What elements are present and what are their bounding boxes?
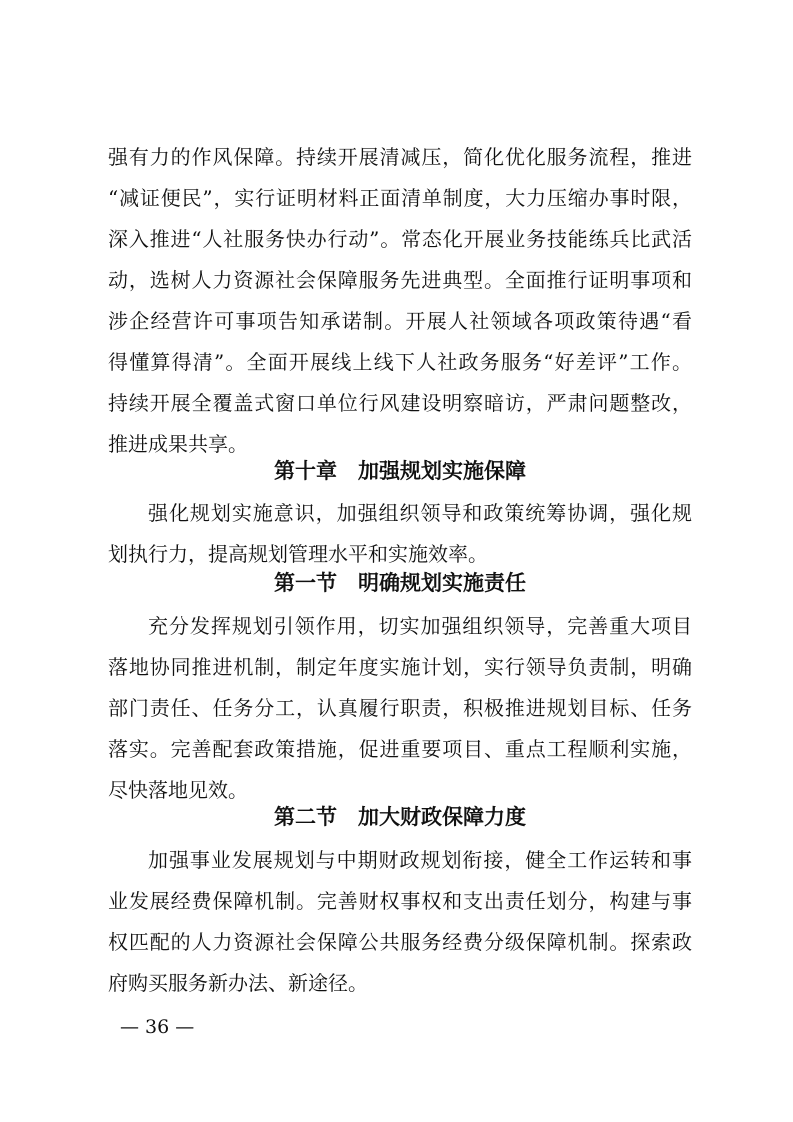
paragraph-line: 强有力的作风保障。持续开展清减压，简化优化服务流程，推进 [108, 145, 692, 169]
paragraph-line: 划执行力，提高规划管理水平和实施效率。 [108, 542, 488, 566]
paragraph-line: 业发展经费保障机制。完善财权事权和支出责任划分，构建与事 [108, 889, 692, 913]
paragraph-line: 落地协同推进机制，制定年度实施计划，实行领导负责制，明确 [108, 655, 692, 679]
paragraph-line: 涉企经营许可事项告知承诺制。开展人社领域各项政策待遇“看 [108, 309, 692, 333]
paragraph-line: 落实。完善配套政策措施，促进重要项目、重点工程顺利实施， [108, 737, 692, 761]
section-heading-1: 第一节 明确规划实施责任 [274, 571, 526, 595]
paragraph-line: 尽快落地见效。 [108, 778, 248, 802]
page-number: — 36 — [120, 1016, 195, 1038]
paragraph-line: 推进成果共享。 [108, 432, 248, 456]
paragraph-line: 得懂算得清”。全面开展线上线下人社政务服务“好差评”工作。 [108, 350, 692, 374]
paragraph-line: 强化规划实施意识，加强组织领导和政策统筹协调，强化规 [148, 501, 692, 525]
chapter-heading: 第十章 加强规划实施保障 [274, 459, 526, 483]
paragraph-line: 充分发挥规划引领作用，切实加强组织领导，完善重大项目 [148, 614, 692, 638]
paragraph-line: 府购买服务新办法、新途径。 [108, 971, 368, 995]
section-heading-2: 第二节 加大财政保障力度 [274, 805, 526, 829]
paragraph-line: “减证便民”，实行证明材料正面清单制度，大力压缩办事时限， [108, 186, 692, 210]
paragraph-line: 动，选树人力资源社会保障服务先进典型。全面推行证明事项和 [108, 268, 692, 292]
paragraph-line: 部门责任、任务分工，认真履行职责，积极推进规划目标、任务 [108, 696, 692, 720]
paragraph-line: 持续开展全覆盖式窗口单位行风建设明察暗访，严肃问题整改， [108, 391, 692, 415]
paragraph-line: 加强事业发展规划与中期财政规划衔接，健全工作运转和事 [148, 848, 692, 872]
paragraph-line: 深入推进“人社服务快办行动”。常态化开展业务技能练兵比武活 [108, 227, 692, 251]
paragraph-line: 权匹配的人力资源社会保障公共服务经费分级保障机制。探索政 [108, 930, 692, 954]
